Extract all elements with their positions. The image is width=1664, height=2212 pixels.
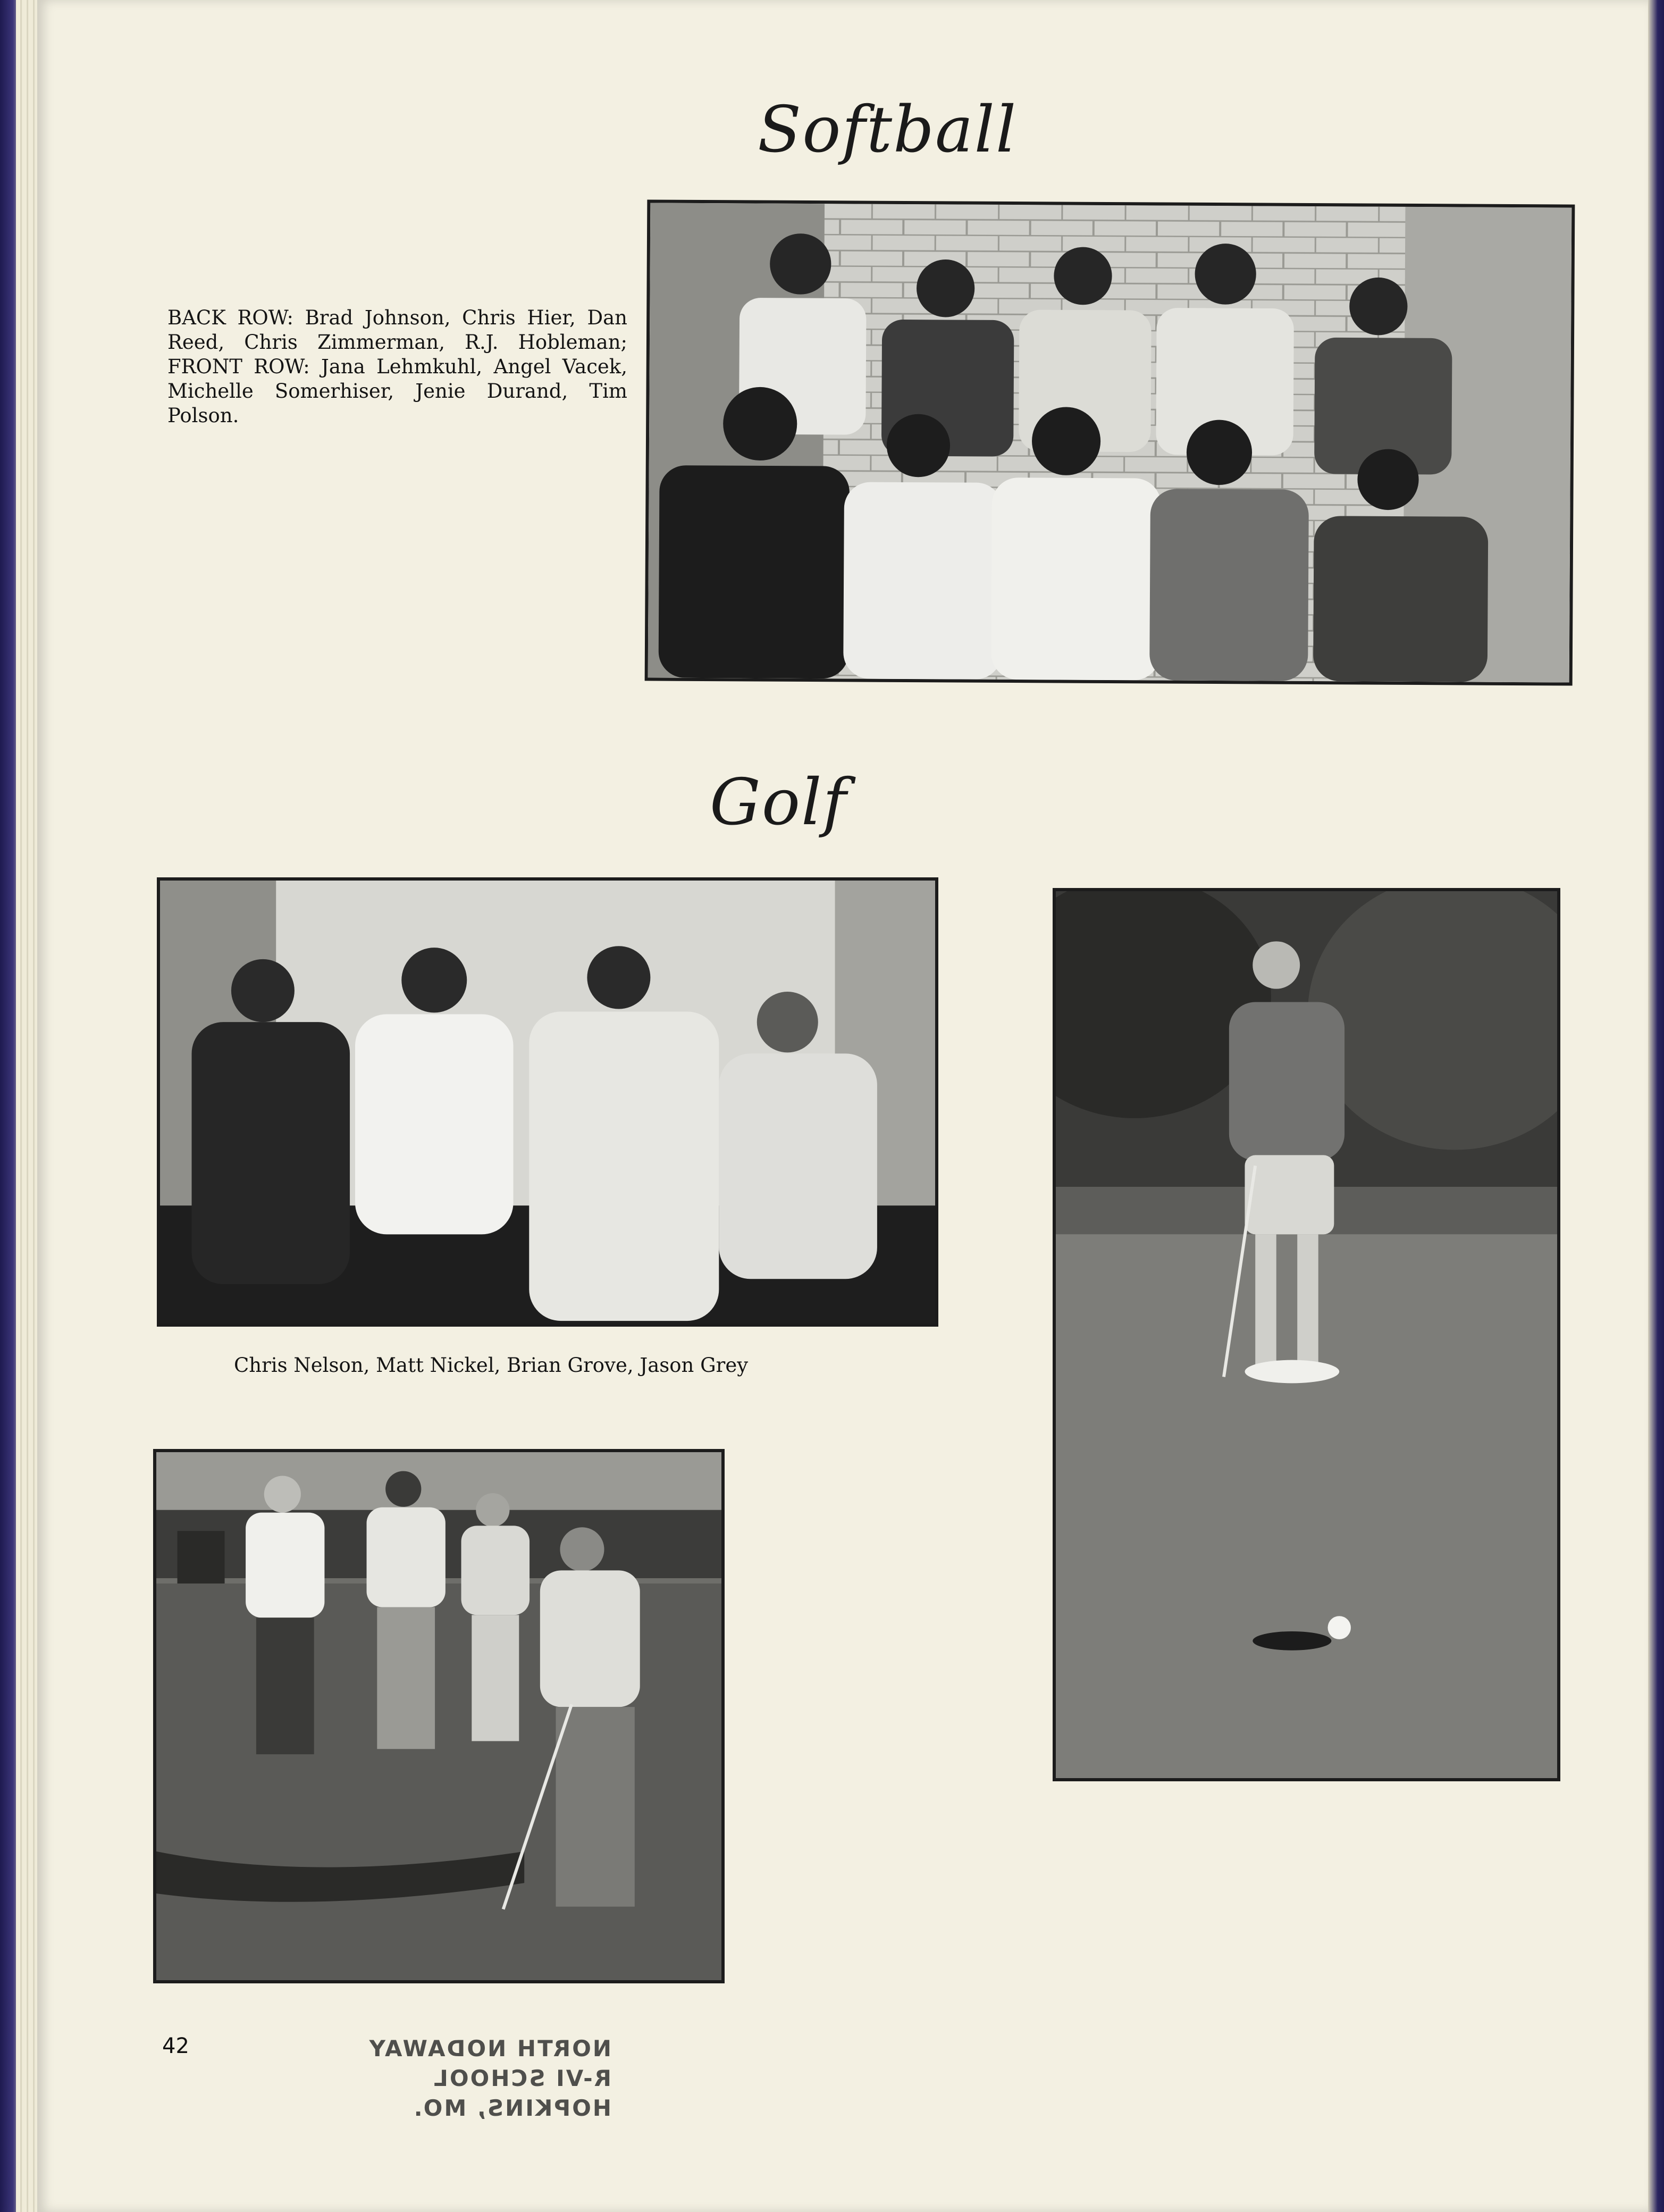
softball-roster-caption: BACK ROW: Brad Johnson, Chris Hier, Dan Reed, Chris Zimmerman, R.J. Hobleman; FRONT ROW: Jana Lehmkuhl, Angel Vacek, Michelle Somerhiser, Jenie Durand, Tim Polson.	[167, 306, 627, 427]
golfer-putting-photo	[1053, 888, 1560, 1781]
softball-team-photo	[645, 199, 1575, 685]
stamp-line-1: NORTH NODAWAY	[367, 2035, 611, 2062]
golf-heading: Golf	[710, 766, 847, 840]
softball-heading: Softball	[758, 93, 1018, 167]
library-stamp-mirrored	[250, 2034, 611, 2123]
stamp-line-2: R-VI SCHOOL	[432, 2065, 611, 2091]
golf-team-photo	[157, 877, 938, 1327]
page-number: 42	[162, 2034, 189, 2058]
book-binding-right	[1648, 0, 1664, 2212]
golf-team-caption: Chris Nelson, Matt Nickel, Brian Grove, Jason Grey	[234, 1354, 749, 1377]
golf-group-practice-photo	[153, 1449, 725, 1983]
stamp-line-3: HOPKINS, MO.	[412, 2095, 611, 2121]
